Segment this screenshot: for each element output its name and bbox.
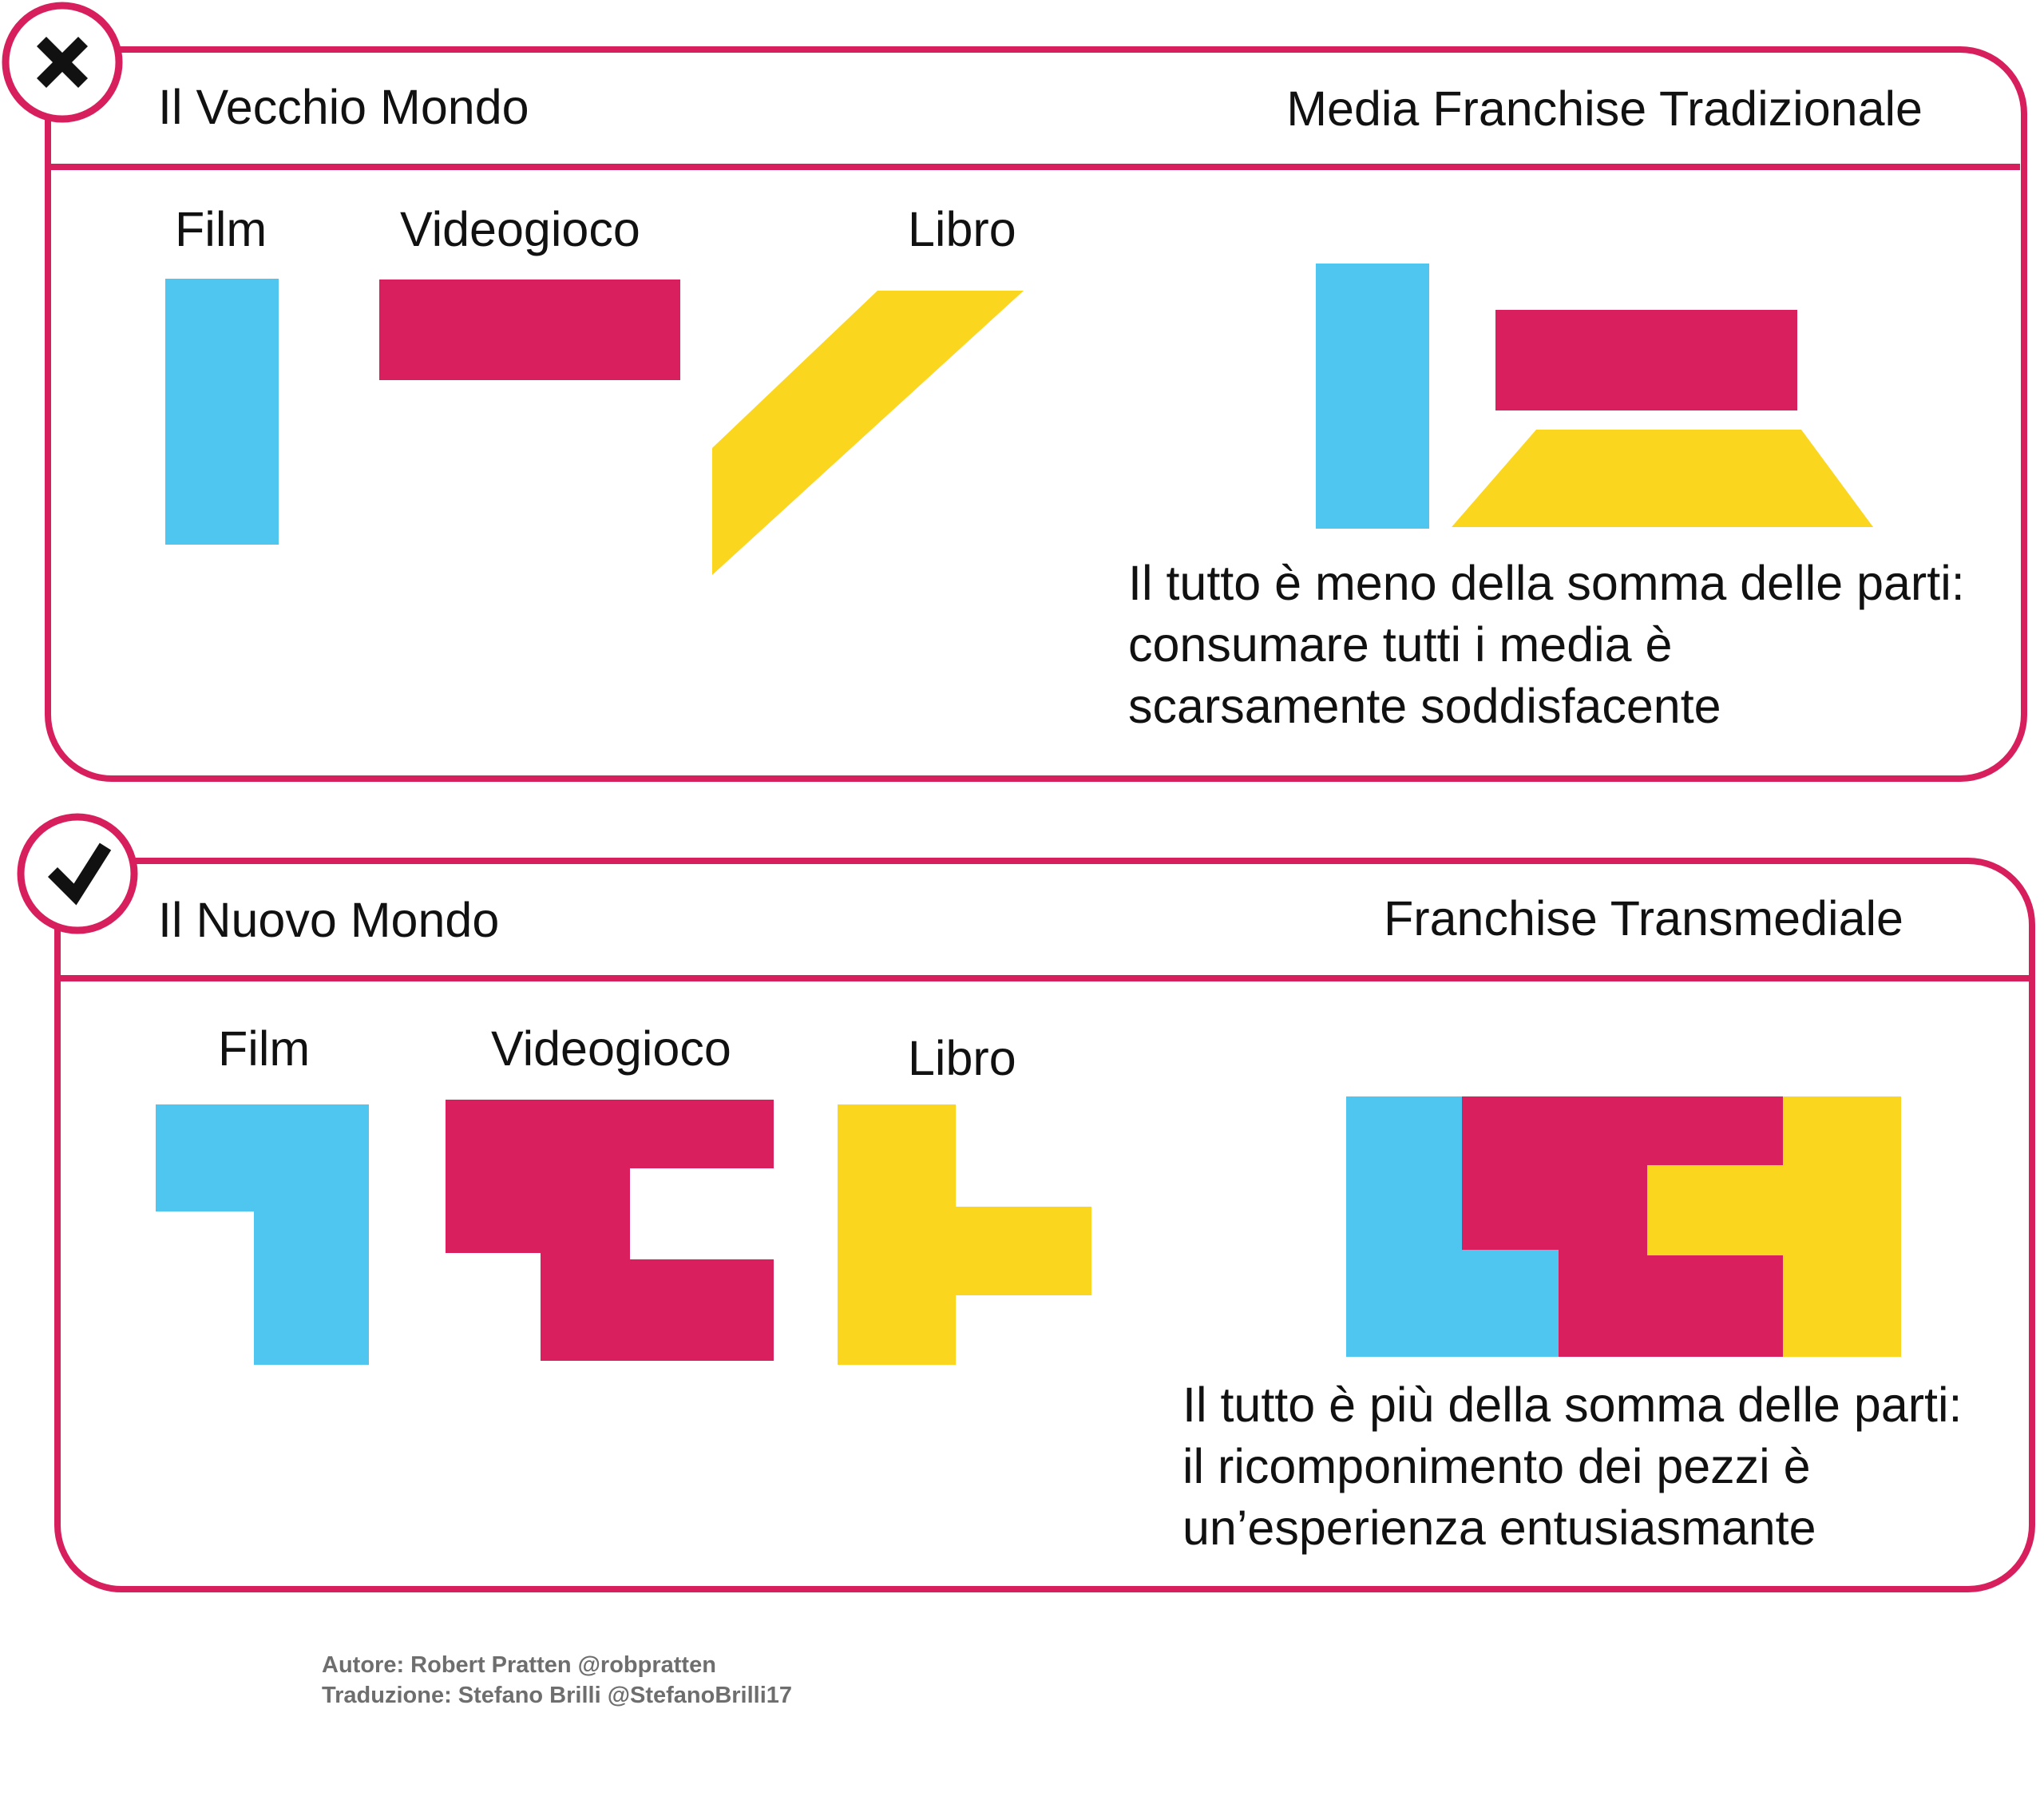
old-world-combined-videogame <box>1495 310 1797 410</box>
old-world-subtitle: Media Franchise Tradizionale <box>1286 81 1923 136</box>
new-world-subtitle: Franchise Transmediale <box>1384 891 1903 946</box>
old-world-film-label: Film <box>175 202 267 256</box>
svg-text:Il tutto è più della somma del: Il tutto è più della somma delle parti: <box>1182 1378 1963 1432</box>
author-credit: Autore: Robert Pratten @robpratten <box>322 1652 716 1678</box>
new-world-videogame-label: Videogioco <box>491 1021 731 1076</box>
svg-text:consumare tutti i media è: consumare tutti i media è <box>1128 617 1673 672</box>
new-world-videogame-piece <box>446 1100 774 1361</box>
translation-credit: Traduzione: Stefano Brilli @StefanoBrilli17 <box>322 1683 793 1708</box>
credits <box>322 1650 792 1711</box>
old-world-title: Il Vecchio Mondo <box>158 80 529 134</box>
old-world-combined-film <box>1316 264 1429 529</box>
new-world-caption <box>1182 1378 1963 1555</box>
old-world-book-piece <box>712 291 1024 575</box>
old-world-videogame-label: Videogioco <box>400 202 640 256</box>
new-world-combined-pieces <box>1346 1096 1901 1357</box>
old-world-videogame-piece <box>379 280 680 380</box>
new-world-book-label: Libro <box>908 1031 1016 1085</box>
svg-text:Il tutto è meno della somma de: Il tutto è meno della somma delle parti: <box>1128 556 1965 610</box>
old-world-combined-book <box>1452 430 1873 527</box>
old-world-film-piece <box>165 279 279 545</box>
svg-text:il ricomponimento dei pezzi è: il ricomponimento dei pezzi è <box>1182 1439 1811 1493</box>
old-world-frame <box>48 50 2024 779</box>
new-world-status-badge <box>21 817 134 930</box>
new-world-film-label: Film <box>218 1021 311 1076</box>
old-world-caption <box>1128 556 1965 733</box>
new-world-film-piece <box>156 1104 369 1365</box>
svg-text:un’esperienza entusiasmante: un’esperienza entusiasmante <box>1182 1501 1816 1555</box>
new-world-panel <box>21 817 2032 1589</box>
new-world-book-piece <box>838 1104 1091 1365</box>
old-world-status-badge <box>6 6 119 119</box>
new-world-title: Il Nuovo Mondo <box>158 893 500 947</box>
old-world-combined-pieces <box>1316 264 1873 529</box>
old-world-book-label: Libro <box>908 202 1016 256</box>
old-world-panel <box>6 6 2024 779</box>
svg-text:scarsamente soddisfacente: scarsamente soddisfacente <box>1128 679 1721 733</box>
